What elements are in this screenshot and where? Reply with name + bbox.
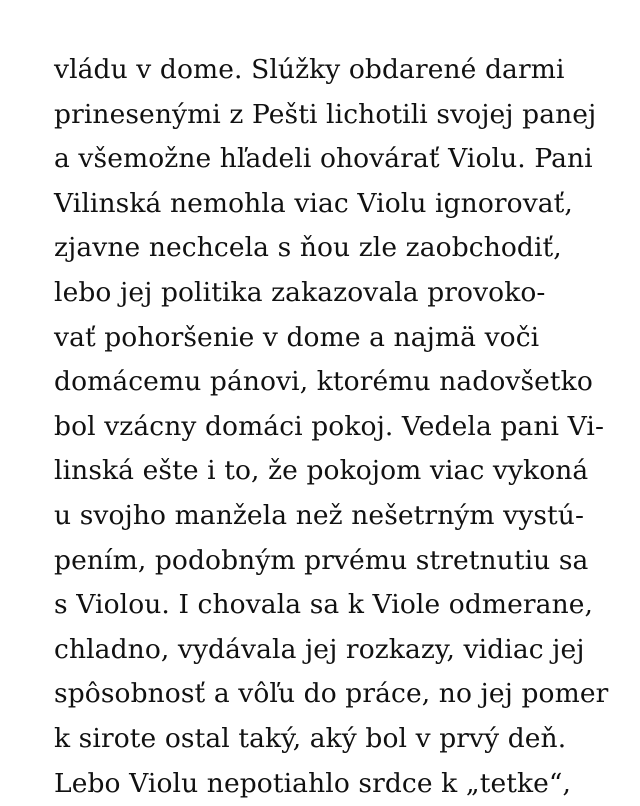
text-line: zjavne nechcela s ňou zle zaobchodiť, [54,226,594,271]
text-line: k sirote ostal taký, aký bol v prvý deň. [54,717,594,762]
text-line: linská ešte i to, že pokojom viac vykoná [54,449,594,494]
text-line: spôsobnosť a vôľu do práce, no jej pomer [54,672,594,717]
text-line: Vilinská nemohla viac Violu ignorovať, [54,182,594,227]
body-text [54,48,594,806]
text-line: a všemožne hľadeli ohovárať Violu. Pani [54,137,594,182]
text-line: chladno, vydávala jej rozkazy, vidiac jej [54,628,594,673]
text-line: vládu v dome. Slúžky obdarené darmi [54,48,594,93]
text-line: bol vzácny domáci pokoj. Vedela pani Vi- [54,405,594,450]
text-line: u svojho manžela než nešetrným vystú- [54,494,594,539]
text-line: prinesenými z Pešti lichotili svojej panej [54,93,594,138]
text-line: domácemu pánovi, ktorému nadovšetko [54,360,594,405]
text-line: vať pohoršenie v dome a najmä voči [54,316,594,361]
text-line: pením, podobným prvému stretnutiu sa [54,539,594,584]
text-line: Lebo Violu nepotiahlo srdce k „tetke“, [54,762,594,806]
text-line: s Violou. I chovala sa k Viole odmerane, [54,583,594,628]
text-line: lebo jej politika zakazovala provoko- [54,271,594,316]
